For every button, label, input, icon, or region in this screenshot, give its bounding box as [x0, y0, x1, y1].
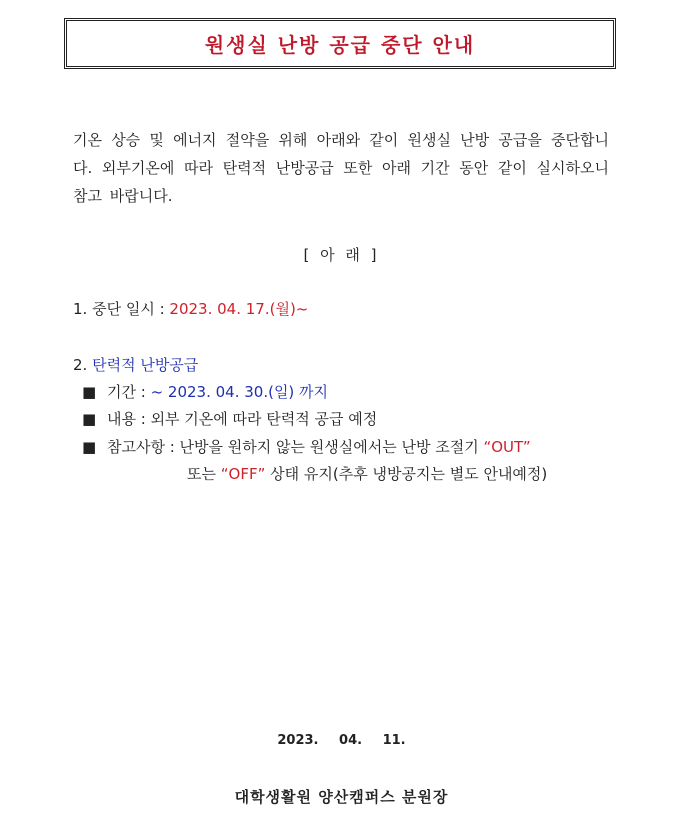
- note-label: 참고사항 :: [106, 438, 175, 456]
- item1-value: 2023. 04. 17.(월)~: [169, 300, 309, 318]
- period-line: [82, 381, 328, 402]
- period-value: ~ 2023. 04. 30.(일) 까지: [150, 383, 329, 401]
- square-bullet-icon: ■: [82, 383, 97, 401]
- page-title: 원생실 난방 공급 중단 안내: [204, 33, 476, 57]
- content-line: [82, 408, 377, 429]
- content-value: 외부 기온에 따라 탄력적 공급 예정: [150, 410, 378, 428]
- item1-line: [73, 298, 308, 319]
- square-bullet-icon: ■: [82, 438, 97, 456]
- item2-heading: [73, 354, 198, 375]
- item1-label: 1. 중단 일시 :: [73, 300, 165, 318]
- note-line2: [187, 463, 547, 484]
- square-bullet-icon: ■: [82, 410, 97, 428]
- signature: 대학생활원 양산캠퍼스 분원장: [234, 788, 449, 806]
- intro-paragraph: 기온 상승 및 에너지 절약을 위해 아래와 같이 원생실 난방 공급을 중단합니다. 외부기온에 따라 탄력적 난방공급 또한 아래 기간 동안 같이 실시하오니 참고 바랍니다.: [73, 131, 609, 205]
- note-text1: 난방을 원하지 않는 원생실에서는 난방 조절기: [179, 438, 479, 456]
- item2-title: 탄력적 난방공급: [92, 356, 199, 374]
- period-label: 기간 :: [106, 383, 146, 401]
- document-date: 2023. 04. 11.: [277, 733, 406, 748]
- content-label: 내용 :: [106, 410, 146, 428]
- notice-heading: [ 아 래 ]: [303, 246, 380, 264]
- note-off: “OFF”: [220, 465, 266, 483]
- item2-label: 2.: [73, 356, 88, 374]
- note-out: “OUT”: [483, 438, 531, 456]
- note-text2-post: 상태 유지(추후 냉방공지는 별도 안내예정): [270, 465, 548, 483]
- note-text2-pre: 또는: [187, 465, 216, 483]
- note-line: [82, 436, 531, 457]
- title-box: [64, 18, 616, 69]
